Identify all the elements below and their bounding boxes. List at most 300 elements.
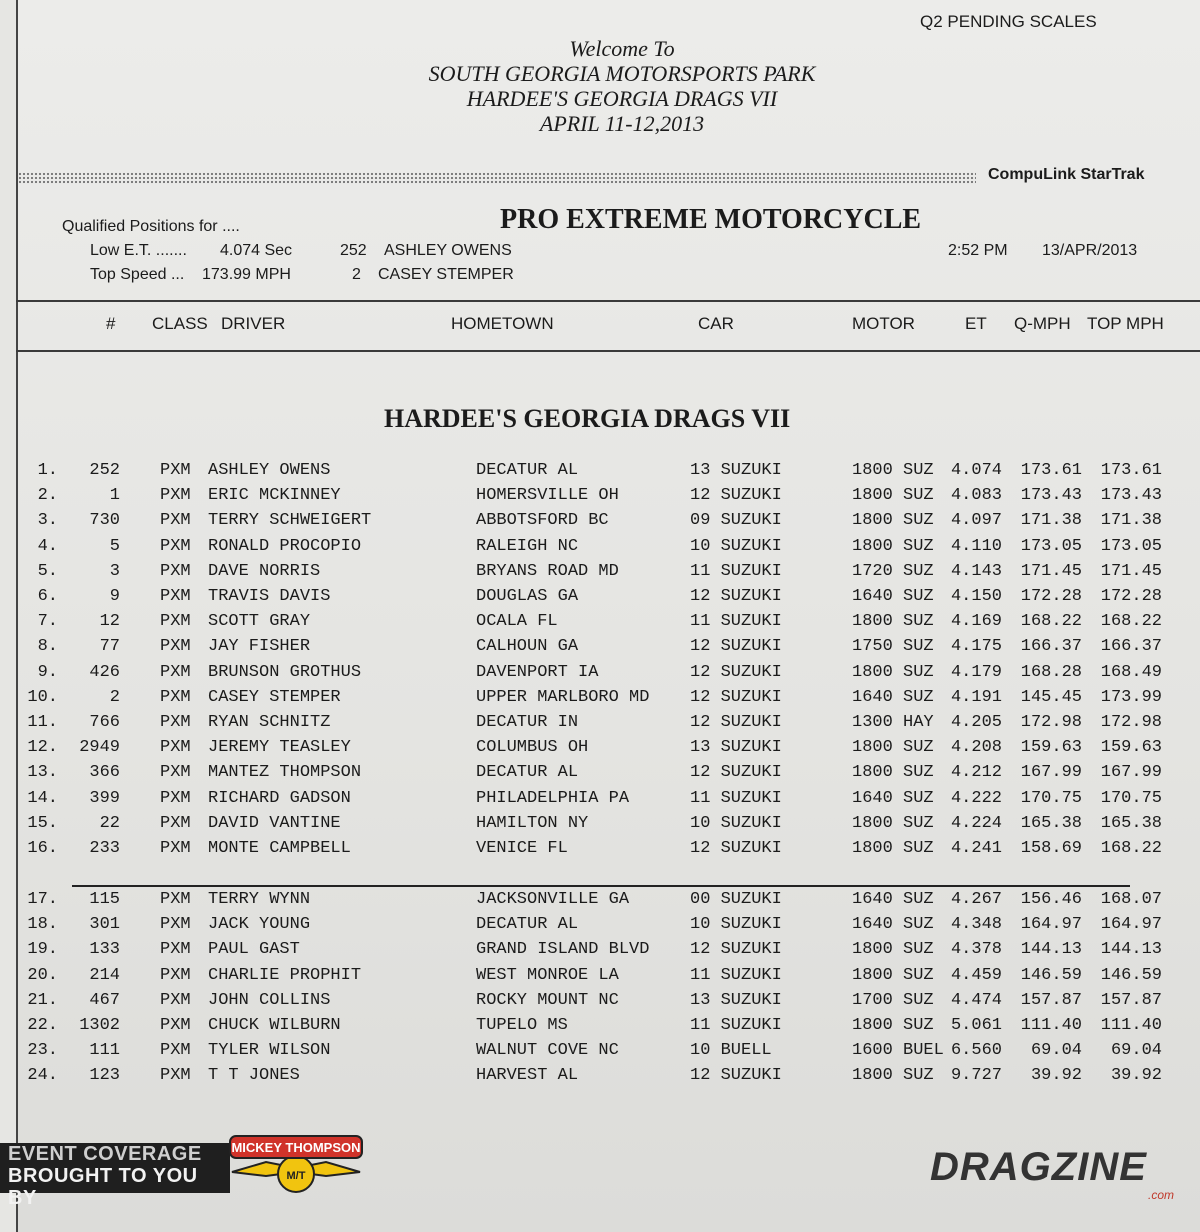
- cell-pos: 16.: [27, 839, 58, 858]
- class-title: PRO EXTREME MOTORCYCLE: [500, 204, 922, 235]
- cell-motor: 1720 SUZ: [852, 561, 934, 581]
- cell-et: 4.150: [950, 587, 1002, 606]
- cell-pos: 18.: [27, 915, 58, 935]
- cell-class: PXM: [160, 1016, 191, 1035]
- print-time: 2:52 PM: [948, 242, 1008, 259]
- cell-car: 10 BUELL: [690, 1041, 772, 1061]
- cell-class: PXM: [160, 536, 191, 556]
- col-qmph: Q-MPH: [1014, 314, 1071, 333]
- cell-et: 4.083: [950, 486, 1002, 506]
- cell-qmph: 157.87: [1020, 990, 1082, 1010]
- cell-et: 4.169: [950, 612, 1002, 632]
- cell-driver: PAUL GAST: [208, 940, 300, 960]
- event-dates: APRIL 11-12,2013: [539, 111, 705, 136]
- table-row: [0, 839, 1200, 864]
- cell-top: 172.98: [1100, 713, 1162, 732]
- cell-driver: JEREMY TEASLEY: [208, 738, 351, 758]
- cell-car: 10 SUZUKI: [690, 915, 782, 935]
- cell-class: PXM: [160, 713, 191, 732]
- cell-hometown: VENICE FL: [476, 839, 568, 858]
- qualified-label: Qualified Positions for ....: [62, 218, 240, 235]
- cell-top: 168.22: [1100, 612, 1162, 632]
- cell-driver: T T JONES: [208, 1066, 300, 1086]
- cell-car: 12 SUZUKI: [690, 662, 782, 682]
- cell-qmph: 173.61: [1020, 461, 1082, 480]
- cell-num: 766: [89, 713, 120, 732]
- cell-num: 399: [89, 788, 120, 808]
- cell-num: 1: [109, 486, 120, 506]
- cell-motor: 1800 SUZ: [852, 940, 934, 960]
- table-row: [0, 940, 1200, 965]
- cell-qmph: 156.46: [1020, 890, 1082, 909]
- cell-motor: 1700 SUZ: [852, 990, 934, 1010]
- cell-et: 5.061: [950, 1016, 1002, 1035]
- cell-driver: DAVE NORRIS: [208, 561, 321, 581]
- cell-et: 4.267: [950, 890, 1002, 909]
- cell-top: 111.40: [1100, 1016, 1162, 1035]
- cell-driver: MONTE CAMPBELL: [208, 839, 351, 858]
- cell-et: 4.378: [950, 940, 1002, 960]
- cell-motor: 1800 SUZ: [852, 813, 934, 833]
- col-et: ET: [965, 314, 987, 333]
- cell-top: 172.28: [1100, 587, 1162, 606]
- cell-car: 12 SUZUKI: [690, 940, 782, 960]
- table-row: [0, 713, 1200, 738]
- timing-system: CompuLink StarTrak: [988, 166, 1145, 183]
- table-row: [0, 663, 1200, 688]
- cell-car: 12 SUZUKI: [690, 763, 782, 783]
- cell-qmph: 170.75: [1020, 788, 1082, 808]
- top-speed-value: 173.99 MPH: [202, 266, 291, 283]
- table-row: [0, 738, 1200, 763]
- cell-car: 12 SUZUKI: [690, 839, 782, 858]
- cell-class: PXM: [160, 890, 191, 909]
- col-class: CLASS: [152, 314, 208, 333]
- cell-driver: RICHARD GADSON: [208, 788, 351, 808]
- cell-motor: 1800 SUZ: [852, 1016, 934, 1035]
- status-label: Q2 PENDING SCALES: [920, 12, 1097, 31]
- cell-top: 144.13: [1100, 940, 1162, 960]
- cell-num: 1302: [79, 1016, 120, 1035]
- cell-motor: 1750 SUZ: [852, 637, 934, 657]
- cell-top: 146.59: [1100, 965, 1162, 985]
- cell-num: 133: [89, 940, 120, 960]
- cell-hometown: PHILADELPHIA PA: [476, 788, 630, 808]
- cell-num: 214: [89, 965, 120, 985]
- cell-class: PXM: [160, 839, 191, 858]
- cell-pos: 6.: [37, 587, 58, 606]
- cell-et: 4.205: [950, 713, 1002, 732]
- cell-driver: TERRY SCHWEIGERT: [208, 511, 372, 531]
- cell-class: PXM: [160, 561, 191, 581]
- cell-qmph: 39.92: [1030, 1066, 1082, 1086]
- cell-et: 4.074: [950, 461, 1002, 480]
- cell-hometown: UPPER MARLBORO MD: [476, 687, 650, 707]
- table-row: [0, 562, 1200, 587]
- cell-driver: TERRY WYNN: [208, 890, 311, 909]
- cell-qmph: 111.40: [1020, 1016, 1082, 1035]
- cell-num: 111: [89, 1041, 120, 1061]
- cell-et: 4.459: [950, 965, 1002, 985]
- cell-car: 11 SUZUKI: [690, 612, 782, 632]
- table-row: [0, 890, 1200, 915]
- cell-hometown: RALEIGH NC: [476, 536, 579, 556]
- cell-car: 12 SUZUKI: [690, 486, 782, 506]
- cell-motor: 1800 SUZ: [852, 461, 934, 480]
- table-row: [0, 511, 1200, 536]
- dotted-divider: [18, 172, 976, 184]
- cell-driver: JACK YOUNG: [208, 915, 311, 935]
- cell-hometown: ABBOTSFORD BC: [476, 511, 609, 531]
- cell-pos: 9.: [37, 662, 58, 682]
- mickey-thompson-logo: [226, 1132, 366, 1198]
- cell-num: 366: [89, 763, 120, 783]
- cell-car: 09 SUZUKI: [690, 511, 782, 531]
- cell-num: 426: [89, 662, 120, 682]
- top-speed-label: Top Speed ...: [90, 266, 185, 283]
- cell-driver: MANTEZ THOMPSON: [208, 763, 362, 783]
- cell-hometown: DECATUR IN: [476, 713, 579, 732]
- cell-pos: 20.: [27, 965, 58, 985]
- low-et-num: 252: [340, 242, 367, 259]
- dragzine-tld: .com: [1148, 1188, 1175, 1202]
- cell-motor: 1800 SUZ: [852, 763, 934, 783]
- cell-driver: RYAN SCHNITZ: [208, 713, 331, 732]
- cell-class: PXM: [160, 813, 191, 833]
- cell-motor: 1800 SUZ: [852, 738, 934, 758]
- dragzine-logo: DRAGZINE: [930, 1145, 1147, 1189]
- cell-qmph: 165.38: [1020, 813, 1082, 833]
- cell-class: PXM: [160, 612, 191, 632]
- cell-driver: CHARLIE PROPHIT: [208, 965, 362, 985]
- cell-car: 11 SUZUKI: [690, 965, 782, 985]
- cell-class: PXM: [160, 763, 191, 783]
- cell-qmph: 69.04: [1030, 1041, 1082, 1061]
- banner-line1: EVENT COVERAGE: [8, 1143, 202, 1165]
- cell-driver: CHUCK WILBURN: [208, 1016, 341, 1035]
- cell-pos: 23.: [27, 1041, 58, 1061]
- cell-pos: 19.: [27, 940, 58, 960]
- cell-car: 13 SUZUKI: [690, 461, 782, 480]
- cell-pos: 13.: [27, 763, 58, 783]
- cell-qmph: 164.97: [1020, 915, 1082, 935]
- col-topmph: TOP MPH: [1087, 314, 1164, 333]
- cell-car: 13 SUZUKI: [690, 990, 782, 1010]
- cell-qmph: 168.28: [1020, 662, 1082, 682]
- cell-class: PXM: [160, 486, 191, 506]
- cell-motor: 1640 SUZ: [852, 788, 934, 808]
- cell-et: 6.560: [950, 1041, 1002, 1061]
- cell-qmph: 172.98: [1020, 713, 1082, 732]
- cell-pos: 11.: [27, 713, 58, 732]
- cell-top: 167.99: [1100, 763, 1162, 783]
- cell-car: 11 SUZUKI: [690, 1016, 782, 1035]
- cell-motor: 1800 SUZ: [852, 839, 934, 858]
- cell-et: 4.348: [950, 915, 1002, 935]
- cell-class: PXM: [160, 662, 191, 682]
- table-row: [0, 763, 1200, 788]
- cell-pos: 12.: [27, 738, 58, 758]
- cell-top: 69.04: [1110, 1041, 1162, 1061]
- event-coverage-banner: [0, 1143, 230, 1209]
- cell-driver: DAVID VANTINE: [208, 813, 341, 833]
- cell-hometown: DOUGLAS GA: [476, 587, 579, 606]
- cell-top: 168.22: [1100, 839, 1162, 858]
- col-motor: MOTOR: [852, 314, 915, 333]
- cell-motor: 1640 SUZ: [852, 687, 934, 707]
- cell-qmph: 145.45: [1020, 687, 1082, 707]
- cell-class: PXM: [160, 687, 191, 707]
- cell-hometown: DAVENPORT IA: [476, 662, 599, 682]
- cell-et: 9.727: [950, 1066, 1002, 1086]
- cell-hometown: BRYANS ROAD MD: [476, 561, 619, 581]
- col-car: CAR: [698, 314, 734, 333]
- cell-hometown: HOMERSVILLE OH: [476, 486, 619, 506]
- cell-top: 171.45: [1100, 561, 1162, 581]
- cell-car: 12 SUZUKI: [690, 1066, 782, 1086]
- cell-driver: RONALD PROCOPIO: [208, 536, 362, 556]
- cell-top: 164.97: [1100, 915, 1162, 935]
- banner-line2: BROUGHT TO YOU BY: [8, 1165, 198, 1209]
- cell-car: 13 SUZUKI: [690, 738, 782, 758]
- cell-hometown: JACKSONVILLE GA: [476, 890, 630, 909]
- col-num: #: [106, 314, 116, 333]
- cell-driver: JOHN COLLINS: [208, 990, 331, 1010]
- cell-pos: 1.: [37, 461, 58, 480]
- cell-hometown: WALNUT COVE NC: [476, 1041, 619, 1061]
- cell-top: 173.61: [1100, 461, 1162, 480]
- cell-hometown: CALHOUN GA: [476, 637, 579, 657]
- table-row: [0, 587, 1200, 612]
- cell-driver: SCOTT GRAY: [208, 612, 311, 632]
- low-et-value: 4.074 Sec: [220, 242, 293, 259]
- cell-class: PXM: [160, 738, 191, 758]
- cell-pos: 4.: [37, 536, 58, 556]
- cell-num: 12: [99, 612, 120, 632]
- table-row: [0, 461, 1200, 486]
- cell-qmph: 159.63: [1020, 738, 1082, 758]
- cell-class: PXM: [160, 940, 191, 960]
- cell-qmph: 144.13: [1020, 940, 1082, 960]
- cell-et: 4.179: [950, 662, 1002, 682]
- cell-et: 4.241: [950, 839, 1002, 858]
- cell-qmph: 172.28: [1020, 587, 1082, 606]
- cell-top: 171.38: [1100, 511, 1162, 531]
- cell-driver: BRUNSON GROTHUS: [208, 662, 362, 682]
- cell-num: 3: [109, 561, 120, 581]
- cell-num: 730: [89, 511, 120, 531]
- cell-num: 2: [109, 687, 120, 707]
- cell-top: 173.05: [1100, 536, 1162, 556]
- cell-motor: 1800 SUZ: [852, 511, 934, 531]
- cell-hometown: COLUMBUS OH: [476, 738, 589, 758]
- cell-qmph: 146.59: [1020, 965, 1082, 985]
- cell-pos: 15.: [27, 813, 58, 833]
- cell-motor: 1800 SUZ: [852, 486, 934, 506]
- table-row: [0, 915, 1200, 940]
- cell-motor: 1300 HAY: [852, 713, 934, 732]
- cell-driver: JAY FISHER: [208, 637, 311, 657]
- col-hometown: HOMETOWN: [451, 314, 554, 333]
- cell-driver: ERIC MCKINNEY: [208, 486, 341, 506]
- table-row: [0, 537, 1200, 562]
- cell-pos: 10.: [27, 687, 58, 707]
- cell-motor: 1800 SUZ: [852, 1066, 934, 1086]
- cell-motor: 1640 SUZ: [852, 587, 934, 606]
- cell-num: 9: [109, 587, 120, 606]
- park-name: SOUTH GEORGIA MOTORSPORTS PARK: [428, 61, 816, 86]
- table-row: [0, 789, 1200, 814]
- cell-et: 4.212: [950, 763, 1002, 783]
- cell-top: 170.75: [1100, 788, 1162, 808]
- table-row: [0, 1016, 1200, 1041]
- cell-driver: ASHLEY OWENS: [208, 461, 331, 480]
- cell-car: 10 SUZUKI: [690, 813, 782, 833]
- table-row: [0, 966, 1200, 991]
- cell-pos: 2.: [37, 486, 58, 506]
- cell-motor: 1640 SUZ: [852, 915, 934, 935]
- cell-qmph: 158.69: [1020, 839, 1082, 858]
- cell-class: PXM: [160, 788, 191, 808]
- cell-et: 4.143: [950, 561, 1002, 581]
- cell-qmph: 166.37: [1020, 637, 1082, 657]
- table-row: [0, 1066, 1200, 1091]
- cell-qmph: 167.99: [1020, 763, 1082, 783]
- cell-hometown: HARVEST AL: [476, 1066, 579, 1086]
- col-driver: DRIVER: [221, 314, 286, 333]
- header-rule-bottom: [16, 350, 1200, 352]
- cell-class: PXM: [160, 1066, 191, 1086]
- cell-pos: 17.: [27, 890, 58, 909]
- cell-motor: 1640 SUZ: [852, 890, 934, 909]
- cell-motor: 1800 SUZ: [852, 965, 934, 985]
- header-rule-top: [16, 300, 1200, 302]
- cell-hometown: GRAND ISLAND BLVD: [476, 940, 650, 960]
- cell-top: 173.43: [1100, 486, 1162, 506]
- cell-et: 4.222: [950, 788, 1002, 808]
- cell-car: 11 SUZUKI: [690, 788, 782, 808]
- low-et-driver: ASHLEY OWENS: [384, 242, 512, 259]
- cell-top: 168.07: [1100, 890, 1162, 909]
- cell-qmph: 171.38: [1020, 511, 1082, 531]
- cell-et: 4.175: [950, 637, 1002, 657]
- cell-num: 301: [89, 915, 120, 935]
- cell-pos: 14.: [27, 788, 58, 808]
- cell-driver: TYLER WILSON: [208, 1041, 331, 1061]
- cell-driver: TRAVIS DAVIS: [208, 587, 331, 606]
- cell-car: 10 SUZUKI: [690, 536, 782, 556]
- cell-car: 12 SUZUKI: [690, 713, 782, 732]
- cell-class: PXM: [160, 637, 191, 657]
- low-et-label: Low E.T. .......: [90, 242, 187, 259]
- cell-top: 157.87: [1100, 990, 1162, 1010]
- cell-class: PXM: [160, 1041, 191, 1061]
- table-row: [0, 486, 1200, 511]
- cell-hometown: ROCKY MOUNT NC: [476, 990, 619, 1010]
- cell-car: 11 SUZUKI: [690, 561, 782, 581]
- cell-top: 159.63: [1100, 738, 1162, 758]
- table-row: [0, 1041, 1200, 1066]
- cell-top: 165.38: [1100, 813, 1162, 833]
- cell-car: 12 SUZUKI: [690, 687, 782, 707]
- cell-motor: 1800 SUZ: [852, 662, 934, 682]
- top-speed-num: 2: [352, 266, 361, 283]
- table-row: [0, 637, 1200, 662]
- table-row: [0, 814, 1200, 839]
- cell-class: PXM: [160, 990, 191, 1010]
- cell-top: 166.37: [1100, 637, 1162, 657]
- svg-text:M/T: M/T: [286, 1170, 306, 1182]
- table-row: [0, 991, 1200, 1016]
- qualifying-cutoff-line: [72, 885, 1130, 887]
- cell-class: PXM: [160, 587, 191, 606]
- cell-class: PXM: [160, 511, 191, 531]
- cell-hometown: DECATUR AL: [476, 915, 579, 935]
- cell-num: 2949: [79, 738, 120, 758]
- cell-driver: CASEY STEMPER: [208, 687, 341, 707]
- cell-class: PXM: [160, 915, 191, 935]
- cell-hometown: HAMILTON NY: [476, 813, 589, 833]
- cell-qmph: 173.43: [1020, 486, 1082, 506]
- cell-et: 4.110: [950, 536, 1002, 556]
- cell-car: 12 SUZUKI: [690, 587, 782, 606]
- cell-class: PXM: [160, 461, 191, 480]
- cell-pos: 24.: [27, 1066, 58, 1086]
- cell-hometown: DECATUR AL: [476, 763, 579, 783]
- cell-num: 115: [89, 890, 120, 909]
- cell-et: 4.224: [950, 813, 1002, 833]
- cell-qmph: 173.05: [1020, 536, 1082, 556]
- table-row: [0, 688, 1200, 713]
- cell-top: 173.99: [1100, 687, 1162, 707]
- sponsor-name: MICKEY THOMPSON: [231, 1140, 361, 1155]
- cell-pos: 8.: [37, 637, 58, 657]
- cell-et: 4.097: [950, 511, 1002, 531]
- top-speed-driver: CASEY STEMPER: [378, 266, 514, 283]
- cell-motor: 1800 SUZ: [852, 612, 934, 632]
- print-date: 13/APR/2013: [1042, 242, 1138, 259]
- cell-num: 22: [99, 813, 120, 833]
- cell-et: 4.474: [950, 990, 1002, 1010]
- cell-hometown: DECATUR AL: [476, 461, 579, 480]
- cell-pos: 7.: [37, 612, 58, 632]
- event-name: HARDEE'S GEORGIA DRAGS VII: [466, 86, 778, 111]
- cell-num: 467: [89, 990, 120, 1010]
- cell-top: 168.49: [1100, 662, 1162, 682]
- cell-motor: 1800 SUZ: [852, 536, 934, 556]
- table-row: [0, 612, 1200, 637]
- cell-qmph: 168.22: [1020, 612, 1082, 632]
- cell-et: 4.208: [950, 738, 1002, 758]
- cell-num: 77: [99, 637, 120, 657]
- cell-hometown: TUPELO MS: [476, 1016, 568, 1035]
- section-title: HARDEE'S GEORGIA DRAGS VII: [384, 404, 791, 433]
- cell-num: 233: [89, 839, 120, 858]
- cell-motor: 1600 BUEL: [852, 1041, 944, 1061]
- cell-pos: 3.: [37, 511, 58, 531]
- cell-pos: 22.: [27, 1016, 58, 1035]
- cell-num: 5: [109, 536, 120, 556]
- cell-num: 252: [89, 461, 120, 480]
- cell-pos: 5.: [37, 561, 58, 581]
- cell-num: 123: [89, 1066, 120, 1086]
- cell-hometown: OCALA FL: [476, 612, 558, 632]
- cell-et: 4.191: [950, 687, 1002, 707]
- welcome-line: Welcome To: [569, 36, 675, 61]
- cell-top: 39.92: [1110, 1066, 1162, 1086]
- cell-pos: 21.: [27, 990, 58, 1010]
- cell-car: 00 SUZUKI: [690, 890, 782, 909]
